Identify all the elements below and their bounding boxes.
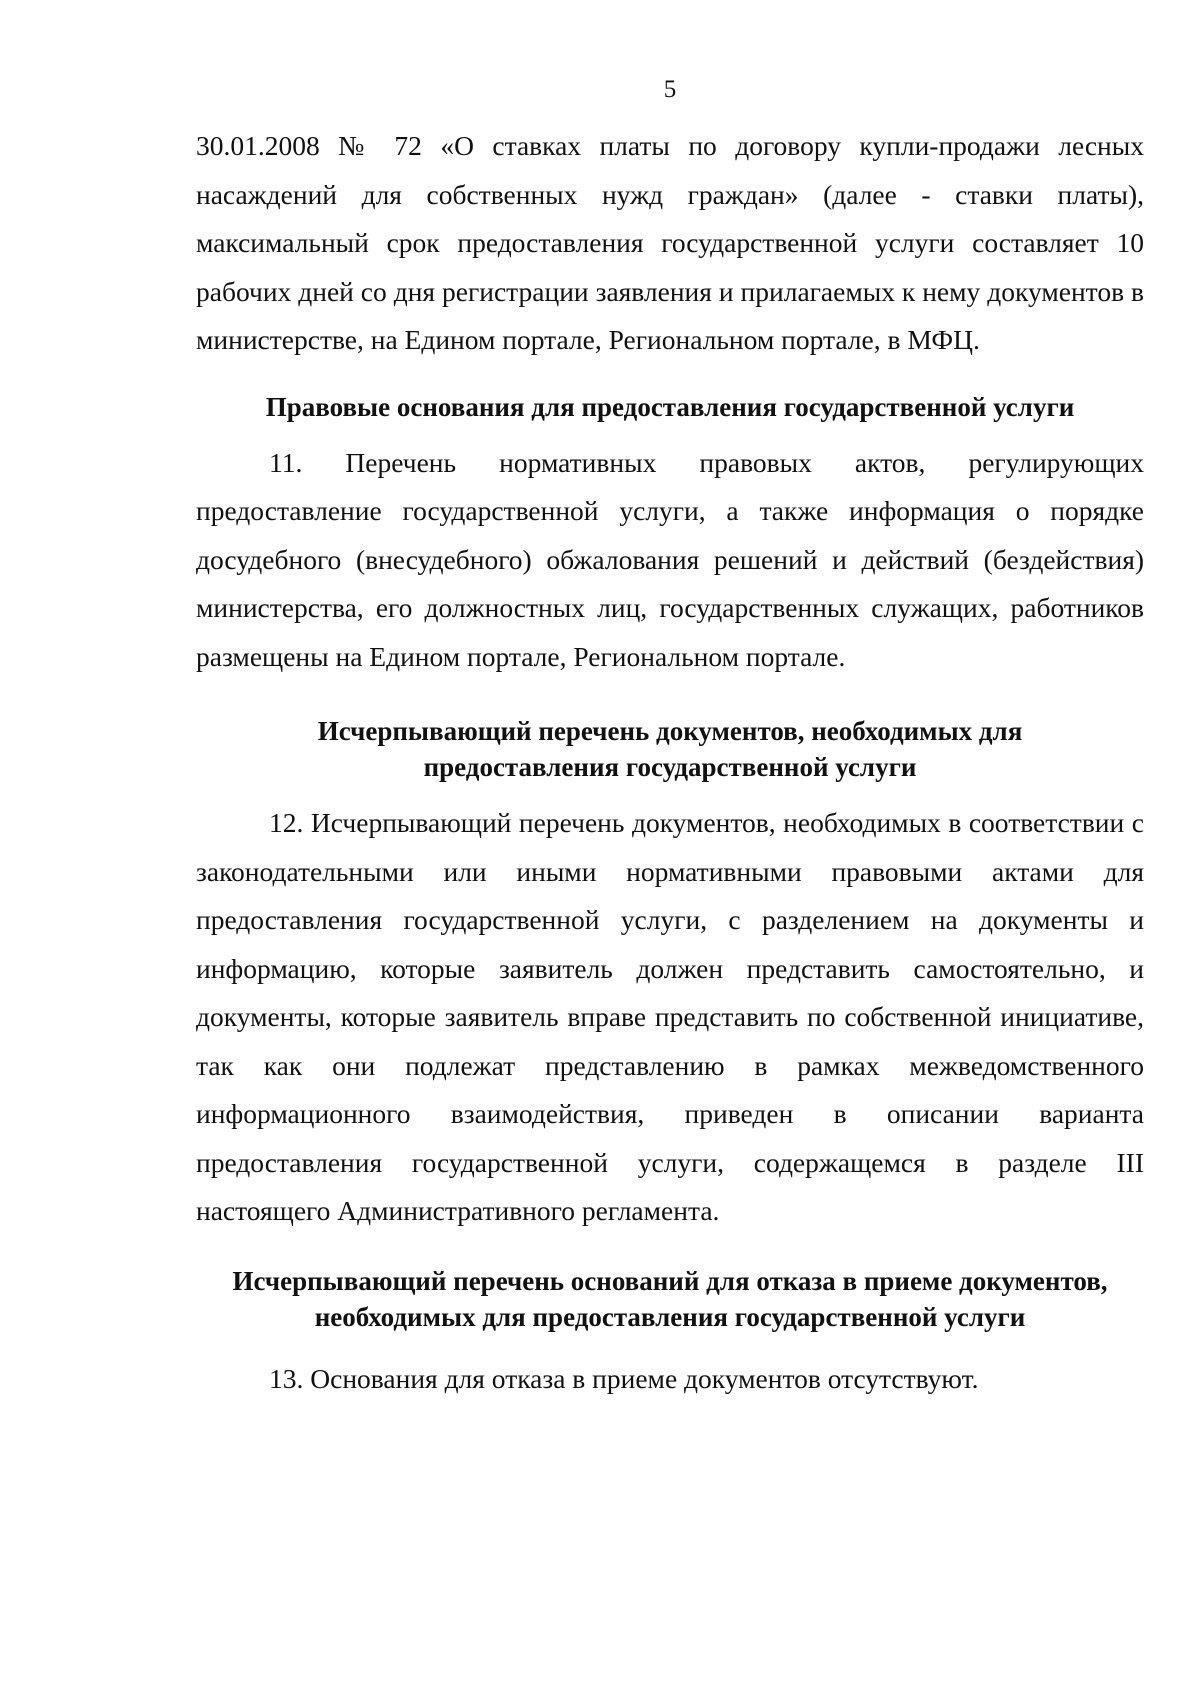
spacer: [196, 425, 1144, 439]
section-heading-documents: [196, 713, 1144, 785]
section-heading-legal-basis: Правовые основания для предоставления государственной услуги: [265, 391, 1075, 422]
section-paragraph-12: 12. Исчерпывающий перечень документов, необходимых в соответствии с законодательными или иными нормативными правовыми актами для предоставления государственной услуги, с разделением на документы и информацию, которые заявитель должен представить самостоятельно, и документы, которые заявитель вправе представить по собственной инициативе, так как они подлежат представлению в рамках межведомственного информационного взаимодействия, приведен в описании варианта предоставления государственной услуги, содержащемся в разделе III настоящего Административного регламента.: [196, 807, 1144, 1226]
section-heading-refusal-line2: необходимых для предоставления государственной услуги: [314, 1301, 1026, 1332]
spacer: [196, 681, 1144, 713]
section-heading-documents-line1: Исчерпывающий перечень документов, необходимых для: [317, 716, 1023, 746]
spacer: [196, 365, 1144, 389]
intro-paragraph: 30.01.2008 № 72 «О ставках платы по договору купли-продажи лесных насаждений для собственных нужд граждан» (далее - ставки платы), максимальный срок предоставления государственной услуги составляет 10 рабочих дней со дня регистрации заявления и прилагаемых к нему документов в министерстве, на Едином портале, Региональном портале, в МФЦ.: [196, 130, 1144, 355]
spacer: [196, 1335, 1144, 1355]
section-heading-refusal-grounds: [196, 1263, 1144, 1335]
spacer: [196, 1236, 1144, 1263]
section-heading-refusal-line1: Исчерпывающий перечень оснований для отказа в приеме документов,: [232, 1265, 1108, 1296]
document-body: [196, 122, 1144, 1403]
page-number: 5: [663, 76, 677, 103]
section-heading-documents-line2: предоставления государственной услуги: [423, 752, 917, 782]
spacer: [196, 785, 1144, 799]
section-paragraph-11: 11. Перечень нормативных правовых актов, регулирующих предоставление государственной услуги, а также информация о порядке досудебного (внесудебного) обжалования решений и действий (бездействия) министерства, его должностных лиц, государственных служащих, работников размещены на Едином портале, Региональном портале.: [196, 446, 1144, 672]
section-paragraph-13: 13. Основания для отказа в приеме документов отсутствуют.: [269, 1362, 979, 1394]
